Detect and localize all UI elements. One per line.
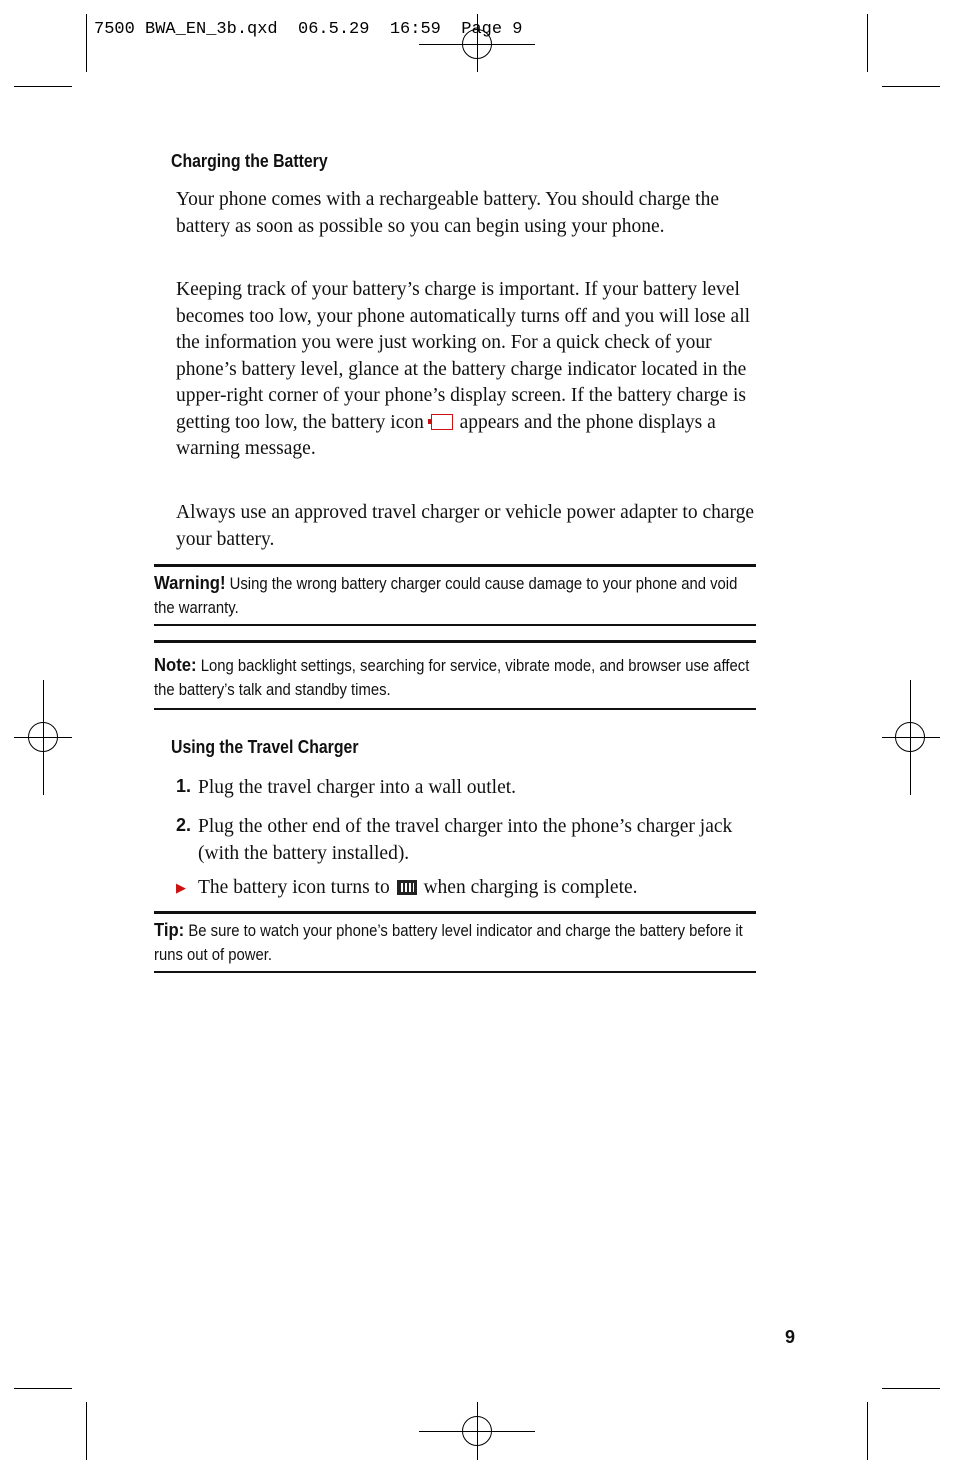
bullet-text: when charging is complete. bbox=[423, 877, 638, 898]
print-slug: 7500 BWA_EN_3b.qxd 06.5.29 16:59 Page 9 bbox=[94, 20, 523, 39]
crop-mark bbox=[14, 86, 72, 87]
battery-full-icon bbox=[397, 880, 417, 895]
warning-text: Using the wrong battery charger could cause damage to your phone and void the warranty. bbox=[154, 575, 738, 617]
paragraph-charger-advice: Always use an approved travel charger or vehicle power adapter to charge your battery. bbox=[176, 502, 755, 550]
crop-mark bbox=[882, 1388, 940, 1389]
paragraph-text: Keeping track of your battery’s charge is important. If your battery level becomes too low, your phone automatically turns off and you will lose all the information you were just working on. For a quick check of your phone’s battery level, glance at the battery charge indicator located in the upper-right corner of your phone’s display screen. If the battery charge is getting too low, the battery icon bbox=[176, 279, 751, 433]
tip-label: Tip: bbox=[154, 919, 185, 940]
bullet-arrow-icon: ▶ bbox=[176, 880, 186, 895]
tip-text: Be sure to watch your phone’s battery level indicator and charge the battery before it runs out of power. bbox=[154, 922, 743, 964]
warning-label: Warning! bbox=[154, 572, 226, 593]
warning-box bbox=[154, 564, 756, 626]
paragraph-battery-tracking bbox=[176, 277, 756, 463]
crop-mark bbox=[882, 86, 940, 87]
note-label: Note: bbox=[154, 654, 197, 675]
battery-empty-icon bbox=[431, 414, 453, 430]
note-text: Long backlight settings, searching for service, vibrate mode, and browser use affect the battery’s talk and standby times. bbox=[154, 657, 750, 699]
page-number: 9 bbox=[785, 1327, 796, 1347]
step-number: 1. bbox=[176, 776, 192, 796]
crop-mark bbox=[86, 14, 87, 72]
paragraph-text: appears and the phone displays a warning message. bbox=[176, 411, 716, 459]
tip-box bbox=[154, 911, 756, 973]
crop-mark bbox=[867, 1402, 868, 1460]
note-box bbox=[154, 640, 756, 710]
registration-mark bbox=[28, 722, 58, 752]
bullet-text: The battery icon turns to bbox=[198, 877, 390, 898]
bullet-item bbox=[198, 874, 758, 901]
crop-mark bbox=[86, 1402, 87, 1460]
crop-mark bbox=[867, 14, 868, 72]
step-text: Plug the other end of the travel charger into the phone’s charger jack (with the battery installed). bbox=[198, 816, 733, 864]
registration-mark bbox=[462, 1416, 492, 1446]
section-heading-charging: Charging the Battery bbox=[171, 151, 328, 171]
step-number: 2. bbox=[176, 815, 192, 835]
paragraph-intro: Your phone comes with a rechargeable battery. You should charge the battery as soon as possible so you can begin using your phone. bbox=[176, 189, 719, 237]
step-text: Plug the travel charger into a wall outlet. bbox=[198, 777, 517, 798]
section-heading-travel-charger: Using the Travel Charger bbox=[171, 737, 359, 757]
registration-mark bbox=[895, 722, 925, 752]
crop-mark bbox=[14, 1388, 72, 1389]
